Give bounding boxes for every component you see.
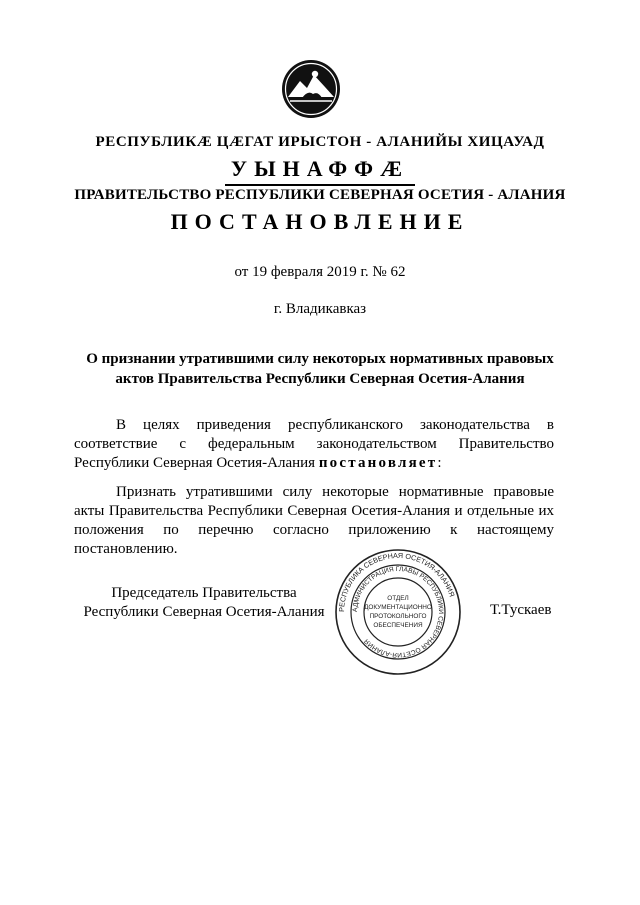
city: г. Владикавказ — [273, 301, 367, 317]
resolves-word: постановляет — [318, 455, 438, 471]
coat-of-arms-emblem — [280, 57, 342, 121]
document-title-line-1: О признании утратившими силу некоторых нормативных правовых — [86, 351, 554, 367]
header-underline — [225, 184, 415, 186]
preamble-text: В целях приведения республиканского законодательства в соответствие с федеральным законодательством Правительство Республики Северная Осетия-Алания — [74, 417, 554, 471]
seal-center-line-1: ОТДЕЛ — [387, 595, 409, 602]
date-number-line: от 19 февраля 2019 г. № 62 — [234, 264, 406, 280]
seal-center-line-4: ОБЕСПЕЧЕНИЯ — [373, 622, 423, 629]
seal-inner-text: АДМИНИСТРАЦИЯ ГЛАВЫ РЕСПУБЛИКИ СЕВЕРНАЯ ОСЕТИЯ-АЛАНИЯ — [351, 565, 445, 659]
header-ossetian: РЕСПУБЛИКӔ ЦӔГАТ ИРЫСТОН - АЛАНИЙЫ ХИЦАУАД — [95, 134, 545, 150]
doc-type: ПОСТАНОВЛЕНИЕ — [170, 209, 470, 234]
doc-type-ossetian: УЫНАФФӔ — [230, 156, 410, 181]
document-title-line-2: актов Правительства Республики Северная Осетия-Алания — [115, 371, 525, 387]
document-title — [0, 349, 640, 389]
official-seal-stamp — [334, 548, 462, 676]
signatory-position — [74, 584, 334, 622]
header-government: ПРАВИТЕЛЬСТВО РЕСПУБЛИКИ СЕВЕРНАЯ ОСЕТИЯ - АЛАНИЯ — [74, 187, 566, 203]
seal-outer-text: РЕСПУБЛИКА СЕВЕРНАЯ ОСЕТИЯ-АЛАНИЯ — [336, 550, 457, 613]
signatory-position-line-1: Председатель Правительства — [111, 585, 297, 601]
paragraph-decision: Признать утратившими силу некоторые нормативные правовые акты Правительства Республики Северная Осетия-Алания и отдельные их положения по перечню согласно приложению к настоящему постановлению. — [74, 484, 554, 557]
seal-center-line-2: ДОКУМЕНТАЦИОННО — [364, 604, 432, 611]
signatory-name: Т.Тускаев — [490, 602, 552, 618]
seal-center-line-3: ПРОТОКОЛЬНОГО — [369, 613, 427, 620]
paragraph-preamble — [74, 416, 554, 473]
preamble-end: : — [437, 455, 442, 471]
signatory-position-line-2: Республики Северная Осетия-Алания — [83, 604, 325, 620]
